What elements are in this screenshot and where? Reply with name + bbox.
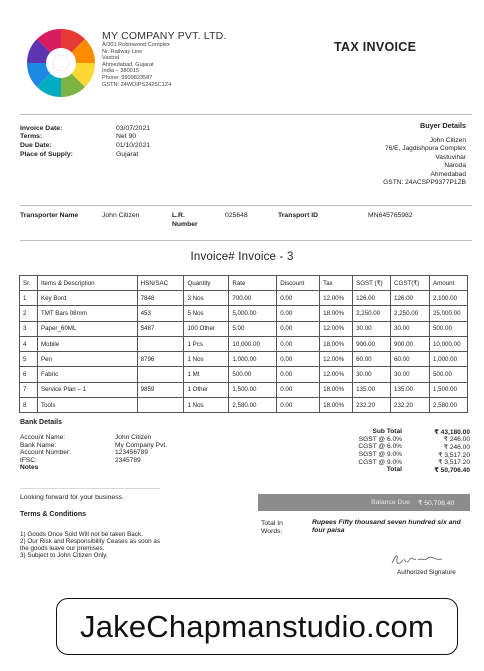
table-cell: 900.00 bbox=[391, 336, 430, 351]
table-cell: 0.00 bbox=[277, 336, 320, 351]
table-cell: 135.00 bbox=[391, 382, 430, 397]
bank-value: John Citizen bbox=[115, 434, 152, 442]
column-header: SGST (₹) bbox=[353, 276, 391, 291]
table-cell: 1 Nos bbox=[184, 398, 229, 413]
bank-label: Account Name: bbox=[20, 434, 66, 442]
notes-label: Notes bbox=[20, 464, 39, 472]
table-cell: 8 bbox=[20, 398, 38, 413]
document-title: TAX INVOICE bbox=[334, 40, 417, 54]
total-label: SGST @ 9.0% bbox=[358, 451, 402, 459]
table-cell: 2,580.00 bbox=[429, 398, 467, 413]
table-cell: 135.00 bbox=[353, 382, 391, 397]
terms-item: 3) Subject to John Citizen Only. bbox=[20, 552, 108, 559]
table-cell: 5.00 bbox=[229, 321, 277, 336]
transporter-name-label: Transporter Name bbox=[20, 212, 79, 219]
table-cell: 0.00 bbox=[277, 398, 320, 413]
meta-value: Gujarat bbox=[116, 150, 139, 158]
column-header: Quantity bbox=[184, 276, 229, 291]
table-cell: 0.00 bbox=[277, 352, 320, 367]
total-label: SGST @ 6.0% bbox=[358, 435, 402, 443]
totals-block bbox=[330, 428, 470, 474]
company-gstn: GSTN: 24WDIPS2425C1Z4 bbox=[102, 81, 172, 88]
items-table-body bbox=[20, 291, 468, 413]
table-cell: 2 bbox=[20, 306, 38, 321]
table-cell: Tools bbox=[37, 398, 137, 413]
total-value: ₹ 3,517.20 bbox=[438, 451, 470, 459]
meta-value: 03/07/2021 bbox=[116, 124, 151, 132]
signature-icon bbox=[388, 551, 448, 567]
bank-label: IFSC: bbox=[20, 457, 37, 465]
table-cell: 500.00 bbox=[429, 321, 467, 336]
table-cell: 10,000.00 bbox=[429, 336, 467, 351]
company-logo-icon bbox=[25, 27, 97, 99]
column-header: CGST(₹) bbox=[391, 276, 430, 291]
table-cell: 12.00% bbox=[320, 352, 353, 367]
balance-due-bar bbox=[258, 494, 470, 511]
table-row bbox=[20, 291, 468, 306]
buyer-line: Vastuvihar bbox=[435, 153, 466, 161]
bank-value: 123456789 bbox=[115, 449, 149, 457]
table-cell: Paper_60ML bbox=[37, 321, 137, 336]
buyer-line: Ahmedabad bbox=[430, 170, 466, 178]
total-value: ₹ 246.00 bbox=[443, 436, 470, 444]
table-cell: 2,250.00 bbox=[391, 306, 430, 321]
bank-row bbox=[20, 449, 167, 457]
table-cell: 3 bbox=[20, 321, 38, 336]
table-cell: 6 bbox=[20, 367, 38, 382]
bank-value: 2345789 bbox=[115, 457, 141, 465]
table-row bbox=[20, 321, 468, 336]
table-row bbox=[20, 367, 468, 382]
table-cell bbox=[137, 367, 184, 382]
table-row bbox=[20, 382, 468, 397]
table-cell bbox=[137, 336, 184, 351]
bank-label: Account Number: bbox=[20, 449, 71, 457]
total-value: ₹ 50,706.40 bbox=[434, 466, 470, 474]
table-cell: 1 Other bbox=[184, 382, 229, 397]
table-cell: 4 bbox=[20, 336, 38, 351]
buyer-line: John Citizen bbox=[429, 137, 466, 144]
bank-row bbox=[20, 442, 167, 450]
terms-item: 2) Our Risk and Responsibility Ceases as soon as the goods leave our premises. bbox=[20, 538, 160, 552]
table-cell: 900.00 bbox=[353, 336, 391, 351]
table-cell: 12.00% bbox=[320, 291, 353, 306]
bank-row bbox=[20, 457, 167, 465]
table-cell: 7 bbox=[20, 382, 38, 397]
table-cell: 18.00% bbox=[320, 398, 353, 413]
meta-row bbox=[20, 133, 150, 142]
bank-value: My Company Pvt. bbox=[115, 441, 168, 449]
table-cell: Pen bbox=[37, 352, 137, 367]
table-cell: 1,500.00 bbox=[229, 382, 277, 397]
total-label: Sub Total bbox=[372, 428, 402, 436]
table-cell: 0.00 bbox=[277, 321, 320, 336]
column-header: Rate bbox=[229, 276, 277, 291]
transporter-block bbox=[20, 212, 472, 234]
table-cell: 60.00 bbox=[391, 352, 430, 367]
table-cell: 12.00% bbox=[320, 321, 353, 336]
buyer-gstn: GSTN: 24ACSPP9377P1ZB bbox=[383, 179, 466, 187]
table-row bbox=[20, 352, 468, 367]
grand-total-row bbox=[330, 466, 470, 474]
table-cell: 0.00 bbox=[277, 306, 320, 321]
column-header: HSN/SAC bbox=[137, 276, 184, 291]
table-cell: 500.00 bbox=[429, 367, 467, 382]
column-header: Sr. bbox=[20, 276, 38, 291]
table-cell: 2,250.00 bbox=[353, 306, 391, 321]
table-cell: 9859 bbox=[137, 382, 184, 397]
table-header-row bbox=[20, 276, 468, 291]
total-label: CGST @ 6.0% bbox=[358, 443, 402, 451]
table-row bbox=[20, 398, 468, 413]
table-cell: 10,000.00 bbox=[229, 336, 277, 351]
table-cell: 30.00 bbox=[391, 367, 430, 382]
table-cell: 100 Other bbox=[184, 321, 229, 336]
meta-label: Terms: bbox=[20, 133, 43, 141]
transport-id-label: Transport ID bbox=[278, 212, 319, 219]
divider bbox=[20, 114, 472, 115]
terms-heading: Terms & Conditions bbox=[20, 511, 86, 518]
table-cell: 18.00% bbox=[320, 306, 353, 321]
table-cell: 18.00% bbox=[320, 382, 353, 397]
table-cell: 18.00% bbox=[320, 336, 353, 351]
table-cell: 7848 bbox=[137, 291, 184, 306]
authorized-signature-label: Authorized Signature bbox=[397, 569, 456, 576]
table-cell: Service Plan – 1 bbox=[37, 382, 137, 397]
table-cell: Key Bord bbox=[37, 291, 137, 306]
balance-due-value: ₹ 50,706.40 bbox=[418, 499, 455, 507]
table-cell: Fabric bbox=[37, 367, 137, 382]
table-row bbox=[20, 336, 468, 351]
table-cell: 5 bbox=[20, 352, 38, 367]
column-header: Items & Description bbox=[37, 276, 137, 291]
company-address-line: A/301 Robinwood Complex bbox=[102, 42, 170, 48]
total-in-words-value: Rupees Fifty thousand seven hundred six and four paisa bbox=[312, 519, 461, 534]
table-cell: 700.00 bbox=[229, 291, 277, 306]
lr-number-value: 025648 bbox=[225, 212, 248, 219]
total-value: ₹ 246.00 bbox=[443, 443, 470, 451]
company-name: MY COMPANY PVT. LTD. bbox=[102, 30, 227, 42]
divider bbox=[20, 205, 472, 206]
table-cell: 500.00 bbox=[229, 367, 277, 382]
divider bbox=[20, 488, 160, 489]
table-cell: 1 bbox=[20, 291, 38, 306]
table-cell: 453 bbox=[137, 306, 184, 321]
table-cell: 30.00 bbox=[353, 321, 391, 336]
lr-number-label: L.R. Number bbox=[172, 212, 198, 228]
table-cell: TMT Bars 08mm bbox=[37, 306, 137, 321]
table-cell: 5 Nos bbox=[184, 306, 229, 321]
invoice-number: Invoice# Invoice - 3 bbox=[190, 251, 294, 263]
buyer-heading: Buyer Details bbox=[420, 121, 466, 130]
table-cell: 5487 bbox=[137, 321, 184, 336]
table-cell bbox=[137, 398, 184, 413]
table-cell: 8796 bbox=[137, 352, 184, 367]
invoice-meta bbox=[20, 124, 150, 158]
total-value: ₹ 43,180.00 bbox=[434, 428, 470, 436]
table-row bbox=[20, 306, 468, 321]
meta-row bbox=[20, 124, 150, 133]
table-cell: 1,000.00 bbox=[429, 352, 467, 367]
company-block bbox=[102, 30, 227, 88]
bank-details bbox=[20, 419, 167, 471]
total-label: Total bbox=[386, 466, 402, 474]
buyer-line: Naroda bbox=[444, 162, 466, 170]
buyer-details bbox=[383, 121, 466, 187]
table-cell: 1 Mt bbox=[184, 367, 229, 382]
table-cell: 0.00 bbox=[277, 367, 320, 382]
bank-label: Bank Name: bbox=[20, 441, 57, 449]
table-cell: 25,000.00 bbox=[429, 306, 467, 321]
meta-value: 01/10/2021 bbox=[116, 141, 151, 149]
company-address-line: Nr. Railway Line bbox=[102, 48, 143, 55]
divider bbox=[20, 240, 472, 241]
table-cell: 2,580.00 bbox=[229, 398, 277, 413]
company-address-line: India – 380015 bbox=[102, 68, 140, 75]
table-cell: 12.00% bbox=[320, 367, 353, 382]
column-header: Tax bbox=[320, 276, 353, 291]
meta-row bbox=[20, 150, 150, 159]
items-table bbox=[19, 275, 468, 413]
company-phone: Phone: 9909823587 bbox=[102, 74, 153, 81]
thanks-message: Looking forward for your business. bbox=[20, 494, 124, 501]
table-cell: 3 Nos bbox=[184, 291, 229, 306]
meta-label: Invoice Date: bbox=[20, 124, 63, 132]
column-header: Discount bbox=[277, 276, 320, 291]
table-cell: 0.00 bbox=[277, 291, 320, 306]
terms-list bbox=[20, 531, 170, 559]
table-cell: Mobile bbox=[37, 336, 137, 351]
total-label: CGST @ 9.0% bbox=[358, 458, 402, 466]
table-cell: 5,000.00 bbox=[229, 306, 277, 321]
total-in-words-label: Total In Words: bbox=[261, 520, 283, 535]
table-cell: 0.00 bbox=[277, 382, 320, 397]
watermark-banner bbox=[56, 598, 458, 655]
terms-item: 1) Goods Once Sold Will not be taken Back. bbox=[20, 531, 143, 538]
total-value: ₹ 3,517.20 bbox=[438, 459, 470, 467]
transport-id-value: MN645765982 bbox=[368, 212, 413, 219]
table-cell: 1 Nos bbox=[184, 352, 229, 367]
bank-row bbox=[20, 434, 167, 442]
meta-label: Place of Supply: bbox=[20, 150, 73, 158]
table-cell: 2,100.00 bbox=[429, 291, 467, 306]
table-cell: 1 Pcs bbox=[184, 336, 229, 351]
table-cell: 60.00 bbox=[353, 352, 391, 367]
company-address-line: Ahmedabad, Gujarat bbox=[102, 61, 154, 68]
table-cell: 1,500.00 bbox=[429, 382, 467, 397]
table-cell: 232.20 bbox=[353, 398, 391, 413]
meta-label: Due Date: bbox=[20, 141, 52, 149]
watermark-text: JakeChapmanstudio.com bbox=[80, 608, 434, 644]
buyer-line: 76/E, Jagdishpura Complex bbox=[384, 145, 466, 153]
table-cell: 30.00 bbox=[353, 367, 391, 382]
meta-value: Net 90 bbox=[116, 133, 137, 141]
bank-heading: Bank Details bbox=[20, 419, 63, 426]
table-cell: 232.20 bbox=[391, 398, 430, 413]
company-address-line: Vastral bbox=[102, 55, 119, 62]
table-cell: 126.00 bbox=[391, 291, 430, 306]
column-header: Amount bbox=[429, 276, 467, 291]
table-cell: 1,000.00 bbox=[229, 352, 277, 367]
transporter-name-value: John Citizen bbox=[102, 212, 140, 219]
table-cell: 126.00 bbox=[353, 291, 391, 306]
meta-row bbox=[20, 141, 150, 150]
balance-due-label: Balance Due bbox=[371, 499, 410, 506]
table-cell: 30.00 bbox=[391, 321, 430, 336]
